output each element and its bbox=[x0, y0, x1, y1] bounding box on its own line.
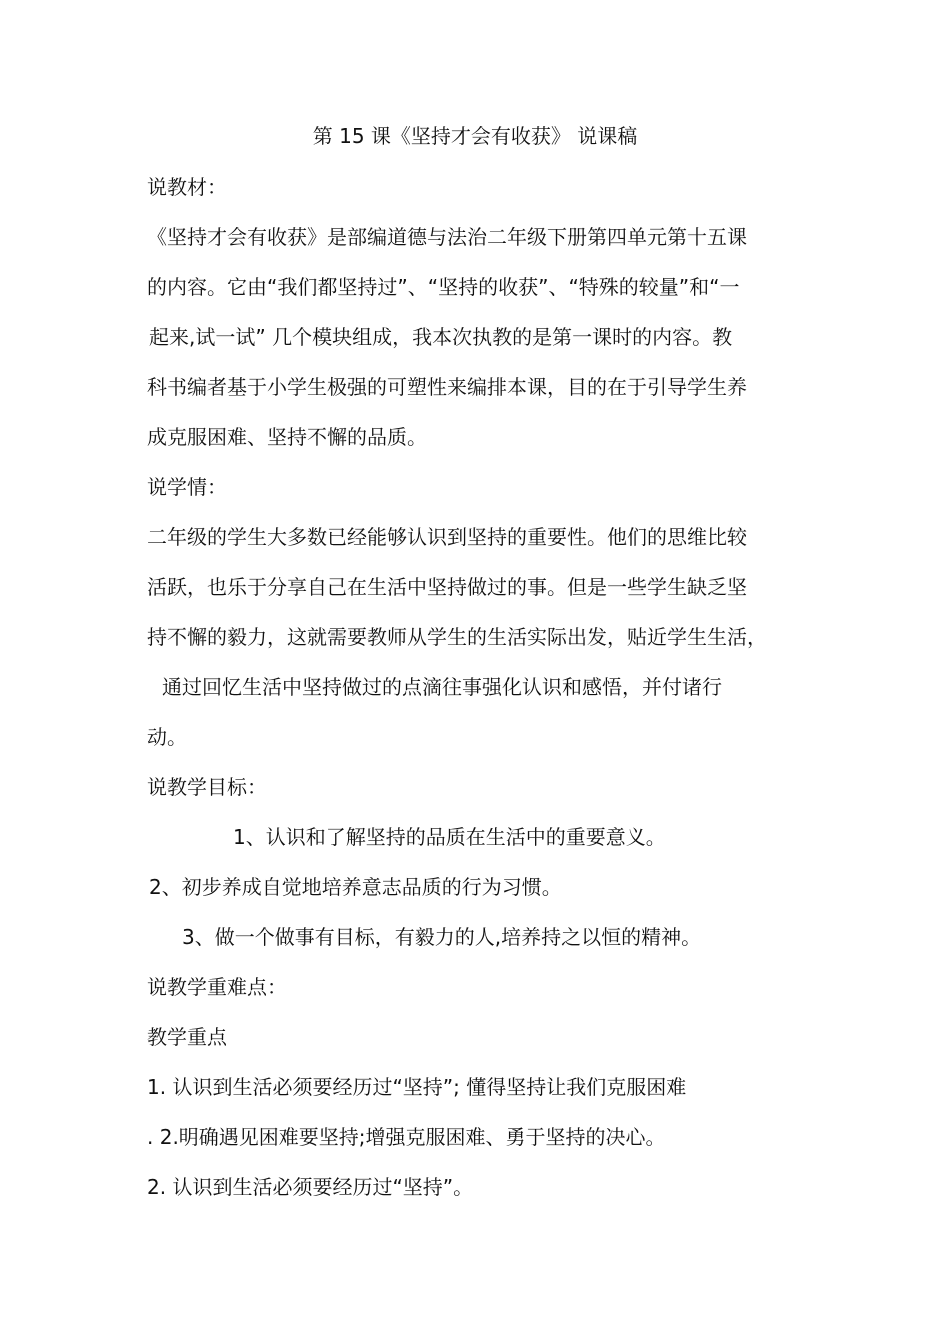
paragraph-line: 起来,试一试” 几个模块组成，我本次执教的是第一课时的内容。教 bbox=[149, 325, 733, 349]
section-heading-students: 说学情： bbox=[147, 475, 227, 499]
goal-item: 3、做一个做事有目标，有毅力的人,培养持之以恒的精神。 bbox=[182, 925, 702, 949]
paragraph-line: 的内容。它由“我们都坚持过”、“坚持的收获”、“特殊的较量”和“一 bbox=[147, 275, 740, 299]
paragraph-line: 动。 bbox=[147, 725, 187, 749]
page-title: 第 15 课《坚持才会有收获》 说课稿 bbox=[312, 124, 638, 148]
section-heading-key-points: 说教学重难点： bbox=[147, 975, 287, 999]
subheading-key-points: 教学重点 bbox=[147, 1025, 227, 1049]
key-point-item: 2. 认识到生活必须要经历过“坚持”。 bbox=[147, 1175, 474, 1199]
paragraph-line: 成克服困难、坚持不懈的品质。 bbox=[147, 425, 427, 449]
paragraph-line: 二年级的学生大多数已经能够认识到坚持的重要性。他们的思维比较 bbox=[147, 525, 747, 549]
key-point-item: 1. 认识到生活必须要经历过“坚持”; 懂得坚持让我们克服困难 bbox=[147, 1075, 687, 1099]
paragraph-line: 《坚持才会有收获》是部编道德与法治二年级下册第四单元第十五课 bbox=[147, 225, 747, 249]
key-point-item: . 2.明确遇见困难要坚持;增强克服困难、勇于坚持的决心。 bbox=[147, 1125, 666, 1149]
paragraph-line: 通过回忆生活中坚持做过的点滴往事强化认识和感悟，并付诸行 bbox=[162, 675, 722, 699]
goal-item: 1、认识和了解坚持的品质在生活中的重要意义。 bbox=[233, 825, 666, 849]
section-heading-goals: 说教学目标： bbox=[147, 775, 267, 799]
goal-item: 2、初步养成自觉地培养意志品质的行为习惯。 bbox=[149, 875, 562, 899]
section-heading-textbook: 说教材： bbox=[147, 175, 227, 199]
paragraph-line: 持不懈的毅力，这就需要教师从学生的生活实际出发，贴近学生生活， bbox=[147, 625, 767, 649]
paragraph-line: 科书编者基于小学生极强的可塑性来编排本课，目的在于引导学生养 bbox=[147, 375, 747, 399]
paragraph-line: 活跃，也乐于分享自己在生活中坚持做过的事。但是一些学生缺乏坚 bbox=[147, 575, 747, 599]
